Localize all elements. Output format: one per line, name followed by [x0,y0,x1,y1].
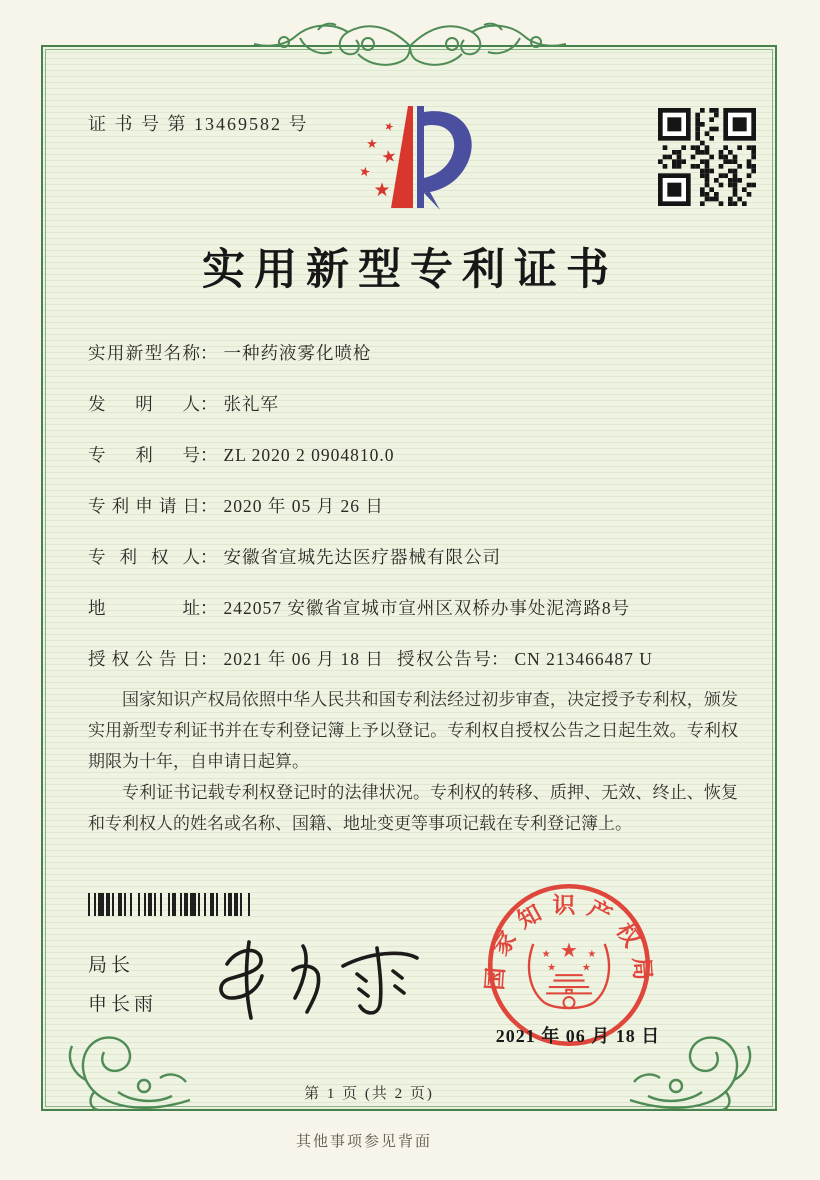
emblem-star-icon: ★ [587,948,597,960]
field-value: 242057 安徽省宣城市宣州区双桥办事处泥湾路8号 [223,598,631,618]
emblem-star-icon: ★ [581,962,591,974]
qr-code [658,108,756,206]
field-label: 专利申请日 [88,496,200,516]
signer-name: 申长雨 [88,994,158,1015]
field-value: 张礼军 [223,394,279,414]
legal-paragraph: 国家知识产权局依照中华人民共和国专利法经过初步审查，决定授予专利权，颁发实用新型专利证书并在专利登记簿上予以登记。专利权自授权公告之日起生效。专利权期限为十年，自申请日起算。 [88,690,738,771]
legal-paragraph: 专利证书记载专利权登记时的法律状况。专利权的转移、质押、无效、终止、恢复和专利权人的姓名或名称、国籍、地址变更等事项记载在专利登记簿上。 [88,783,738,833]
certificate-number: 证 书 号 第 13469582 号 [88,114,309,134]
legal-text-block [88,684,738,839]
logo-star-icon: ★ [357,163,373,181]
field-colon: ： [200,343,218,363]
logo-star-icon: ★ [373,180,391,201]
back-side-note: 其他事项参见背面 [295,1134,432,1150]
seal-ring-text: 国家知识产权局 [482,892,656,992]
logo-star-icon: ★ [382,119,396,135]
field-row-filing-date [88,493,384,518]
bottom-left-corner-ornament-icon [48,1022,198,1114]
field-grant-number [397,646,653,671]
seal-date: 2021 年 06 月 18 日 [495,1026,661,1046]
field-label: 发明人 [88,394,200,414]
field-label: 实用新型名称 [88,343,200,363]
field-value: 一种药液雾化喷枪 [223,343,372,363]
field-value: 安徽省宣城先达医疗器械有限公司 [223,547,501,567]
field-colon: ： [491,649,509,669]
signer-role: 局长 [88,955,135,976]
handwritten-signature-icon [205,926,450,1024]
field-colon: ： [200,649,218,669]
emblem-star-icon: ★ [547,962,557,974]
page-indicator: 第 1 页 (共 2 页) [304,1086,434,1102]
field-label: 地址 [88,598,200,618]
field-value: 2020 年 05 月 26 日 [223,496,384,516]
field-row-patentee [88,544,501,569]
logo-star-icon: ★ [379,145,399,168]
national-emblem-icon [529,940,609,1008]
field-colon: ： [200,496,218,516]
certificate-title: 实用新型专利证书 [202,247,618,294]
field-row-address [88,595,630,620]
field-label: 授权公告号 [397,649,491,669]
field-value: 2021 年 06 月 18 日 [223,649,384,669]
emblem-star-icon: ★ [559,939,579,962]
field-value: ZL 2020 2 0904810.0 [223,445,395,465]
field-colon: ： [200,445,218,465]
field-row-grant-date-and-number [88,646,653,671]
field-colon: ： [200,598,218,618]
field-label: 授权公告日 [88,649,200,669]
top-border-ornament-icon [248,16,572,78]
barcode [88,893,304,916]
field-value: CN 213466487 U [514,649,653,669]
field-colon: ： [200,394,218,414]
field-row-patent-number [88,442,394,467]
field-row-utility-model-name [88,340,372,365]
logo-star-icon: ★ [366,136,378,151]
field-colon: ： [200,547,218,567]
emblem-star-icon: ★ [541,948,551,960]
field-row-inventor [88,391,279,416]
cnipa-patent-logo-icon [342,100,490,222]
field-label: 专利权人 [88,547,200,567]
field-label: 专利号 [88,445,200,465]
